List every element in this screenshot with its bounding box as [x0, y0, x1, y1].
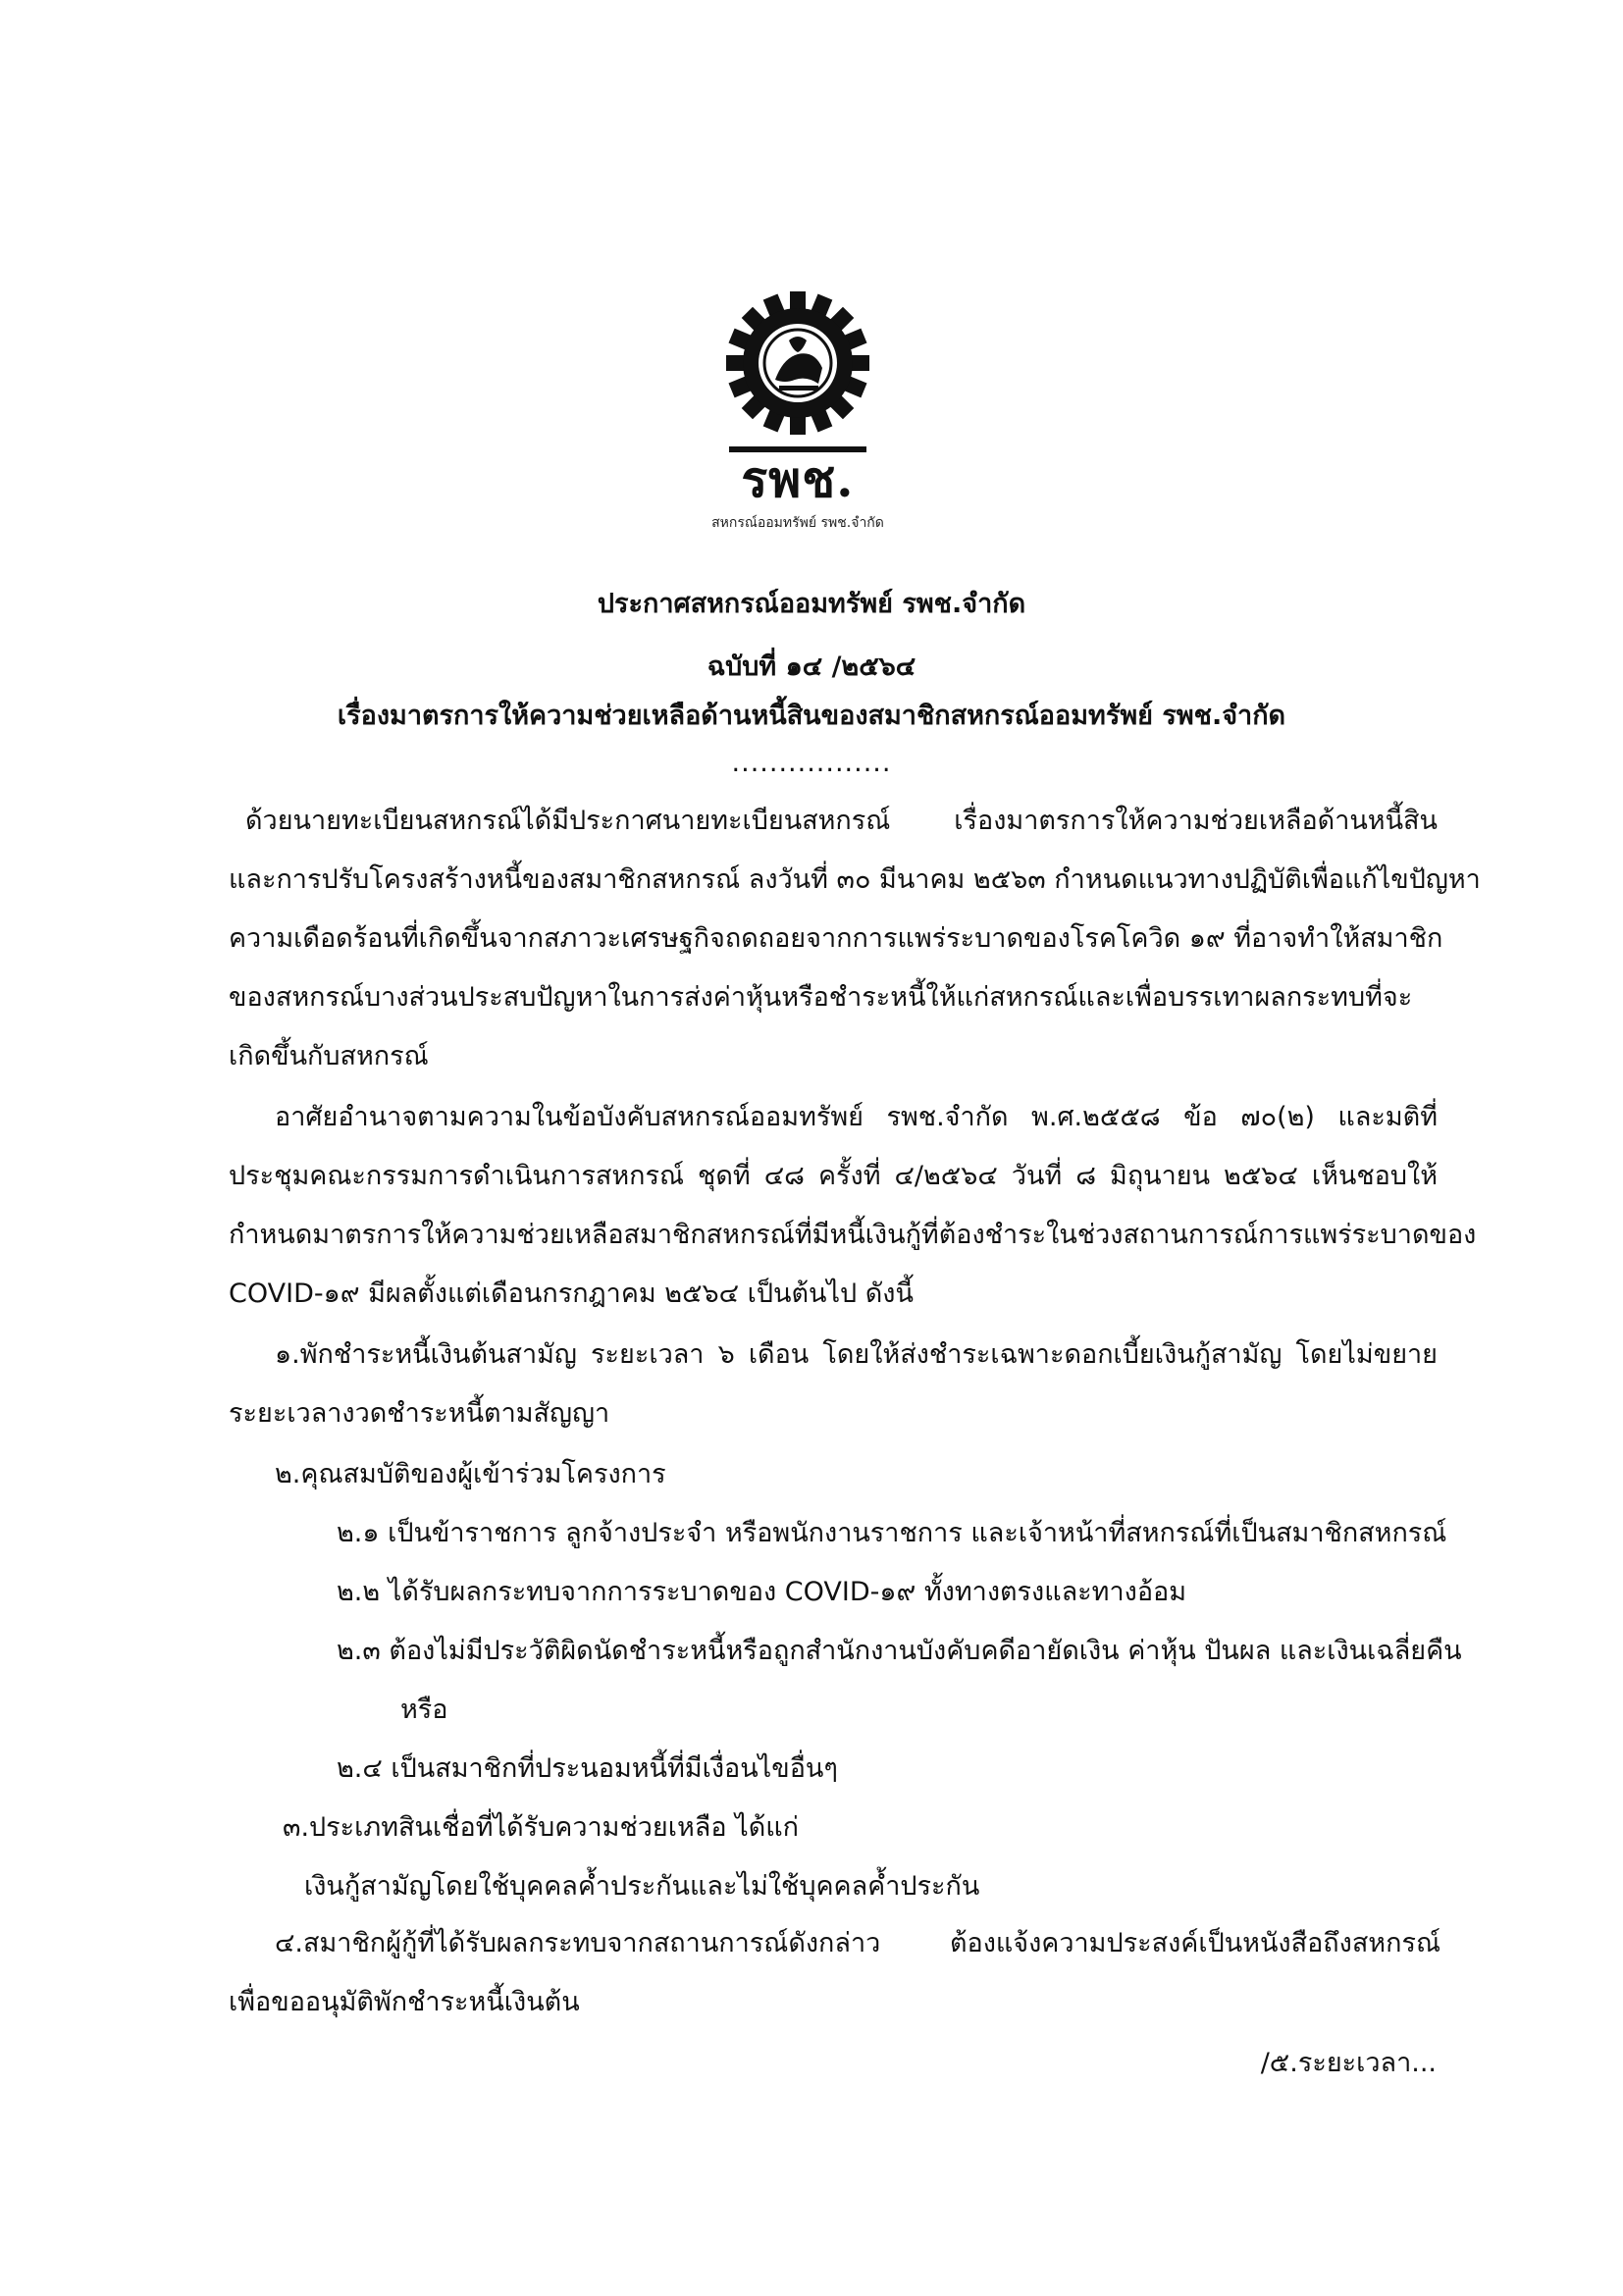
text-line: อาศัยอำนาจตามความในข้อบังคับสหกรณ์ออมทรัพย์ รพช.จำกัด พ.ศ.๒๕๕๘ ข้อ ๗๐(๒) และมติที่: [275, 1102, 1438, 1132]
text-line: และการปรับโครงสร้างหนี้ของสมาชิกสหกรณ์ ลงวันที่ ๓๐ มีนาคม ๒๕๖๓ กำหนดแนวทางปฏิบัติเพื่อแก้ไขปัญหา: [229, 864, 1481, 895]
text-line: กำหนดมาตรการให้ความช่วยเหลือสมาชิกสหกรณ์ที่มีหนี้เงินกู้ที่ต้องชำระในช่วงสถานการณ์การแพร่ระบาดของ: [229, 1220, 1477, 1250]
item-3-detail: เงินกู้สามัญโดยใช้บุคคลค้ำประกันและไม่ใช้บุคคลค้ำประกัน: [304, 1871, 980, 1902]
item-2-3-continued: หรือ: [400, 1695, 448, 1725]
logo-tagline: สหกรณ์ออมทรัพย์ รพช.จำกัด: [711, 515, 884, 531]
item-2-3: ๒.๓ ต้องไม่มีประวัติผิดนัดชำระหนี้หรือถูกสำนักงานบังคับคดีอายัดเงิน ค่าหุ้น ปันผล และเงินเฉลี่ยคืน: [337, 1636, 1462, 1666]
item-2-2: ๒.๒ ได้รับผลกระทบจากการระบาดของ COVID-๑๙ ทั้งทางตรงและทางอ้อม: [337, 1577, 1187, 1607]
text-line: ๔.สมาชิกผู้กู้ที่ได้รับผลกระทบจากสถานการณ์ดังกล่าว ต้องแจ้งความประสงค์เป็นหนังสือถึงสหกรณ์: [275, 1928, 1440, 1958]
announcement-issue: ฉบับที่ ๑๔ /๒๕๖๔: [707, 652, 916, 682]
text-line: ความเดือดร้อนที่เกิดขึ้นจากสภาวะเศรษฐกิจถดถอยจากการแพร่ระบาดของโรคโควิด ๑๙ ที่อาจทำให้สมาชิก: [229, 923, 1443, 954]
text-line: COVID-๑๙ มีผลตั้งแต่เดือนกรกฎาคม ๒๕๖๔ เป็นต้นไป ดังนี้: [229, 1278, 914, 1309]
continued-next-page: /๕.ระยะเวลา...: [1260, 2048, 1437, 2078]
text-line: ของสหกรณ์บางส่วนประสบปัญหาในการส่งค่าหุ้นหรือชำระหนี้ให้แก่สหกรณ์และเพื่อบรรเทาผลกระทบที่จะ: [229, 982, 1413, 1013]
item-2-4: ๒.๔ เป็นสมาชิกที่ประนอมหนี้ที่มีเงื่อนไขอื่นๆ: [337, 1753, 838, 1784]
text-line: ด้วยนายทะเบียนสหกรณ์ได้มีประกาศนายทะเบียนสหกรณ์ เรื่องมาตรการให้ความช่วยเหลือด้านหนี้สิน: [245, 806, 1438, 836]
text-line: เพื่อขออนุมัติพักชำระหนี้เงินต้น: [229, 1987, 580, 2017]
item-2-1: ๒.๑ เป็นข้าราชการ ลูกจ้างประจำ หรือพนักงานราชการ และเจ้าหน้าที่สหกรณ์ที่เป็นสมาชิกสหกรณ์: [337, 1518, 1447, 1548]
announcement-title: ประกาศสหกรณ์ออมทรัพย์ รพช.จำกัด: [597, 589, 1026, 619]
cooperative-gear-emblem-icon: [724, 289, 871, 437]
logo-abbreviation: รพช.: [741, 450, 855, 508]
text-line: ประชุมคณะกรรมการดำเนินการสหกรณ์ ชุดที่ ๔๘ ครั้งที่ ๔/๒๕๖๔ วันที่ ๘ มิถุนายน ๒๕๖๔ เห็นชอบให้: [229, 1161, 1438, 1191]
item-2-eligibility: ๒.คุณสมบัติของผู้เข้าร่วมโครงการ: [275, 1459, 666, 1489]
item-3-loan-types: ๓.ประเภทสินเชื่อที่ได้รับความช่วยเหลือ ได้แก่: [283, 1812, 799, 1843]
text-line: ระยะเวลางวดชำระหนี้ตามสัญญา: [229, 1398, 610, 1429]
text-line: ๑.พักชำระหนี้เงินต้นสามัญ ระยะเวลา ๖ เดือน โดยให้ส่งชำระเฉพาะดอกเบี้ยเงินกู้สามัญ โดยไม่ขยาย: [275, 1339, 1438, 1370]
header-separator: .................: [731, 748, 892, 778]
announcement-subject: เรื่องมาตรการให้ความช่วยเหลือด้านหนี้สินของสมาชิกสหกรณ์ออมทรัพย์ รพช.จำกัด: [337, 701, 1286, 731]
text-line: เกิดขึ้นกับสหกรณ์: [229, 1041, 429, 1071]
